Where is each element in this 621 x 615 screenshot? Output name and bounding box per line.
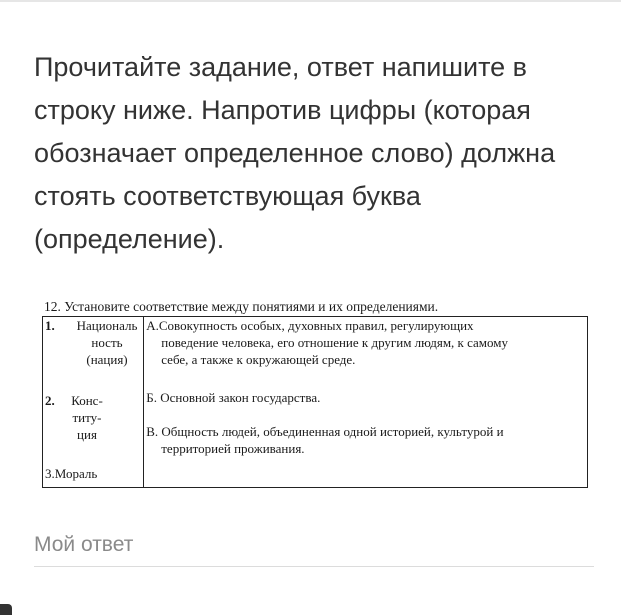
term-item [45,317,143,392]
term-number: 2. [45,393,55,408]
definition-line: поведение человека, его отношение к другим людям, к самому [161,335,509,350]
term-line: титу- [72,410,102,425]
term-line: ность [91,335,123,350]
terms-column [43,317,144,488]
definition-line: территорией проживания. [161,441,305,456]
definition-line: себе, а также к окружающей среде. [161,352,356,367]
task-image [42,299,588,488]
matching-table [42,316,588,488]
definitions-column [144,317,588,488]
question-text: Прочитайте задание, ответ напишите в строку ниже. Напротив цифры (которая обозначает определенное слово) должна стоять соответствующая буква (определение). [34,52,556,254]
term-number: 1. [45,318,55,333]
corner-mark [0,604,12,615]
term-line: ция [77,427,97,442]
definition-item [144,317,587,389]
term-word [65,317,149,368]
definition-item [144,423,587,463]
definition-line: А.Совокупность особых, духовных правил, регулирующих [146,318,474,333]
term-line: Националь [76,318,138,333]
answer-field[interactable]: Мой ответ [34,533,134,556]
top-divider [0,0,621,2]
term-item [45,392,143,465]
definition-line: В. Общность людей, объединенная одной историей, культурой и [146,424,504,439]
term-word [57,392,117,443]
term-line: Конс- [71,393,103,408]
definition-item [144,389,587,423]
task-title: 12. Установите соответствие между понятиями и их определениями. [44,299,439,314]
term-number: 3.Мораль [45,466,98,481]
definition-line: Б. Основной закон государства. [146,390,321,405]
answer-underline [34,566,594,567]
term-line: (нация) [86,352,128,367]
term-item [45,465,143,485]
